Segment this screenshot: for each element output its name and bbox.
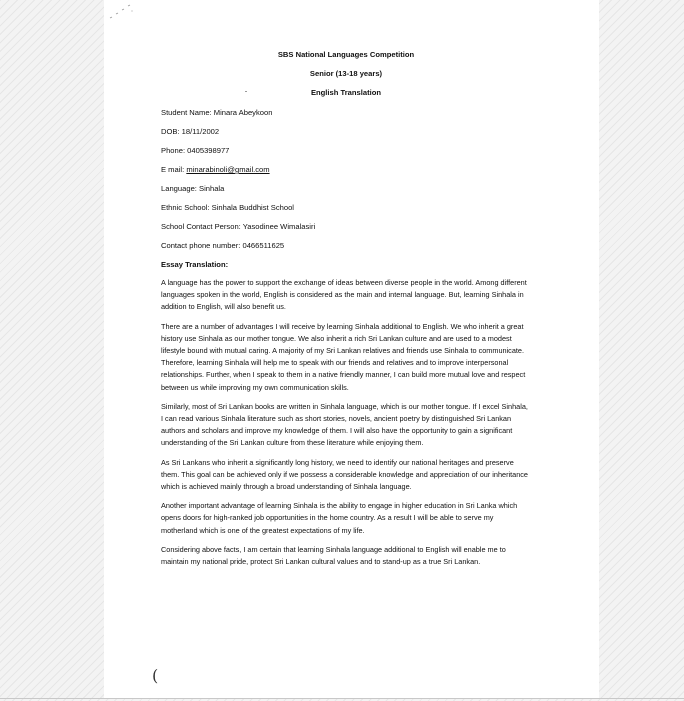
essay-paragraph: There are a number of advantages I will receive by learning Sinhala additional to English. We who inherit a great history use Sinhala as our mother tongue. We also inherit a rich Sri Lankan culture and are used to a modest lifestyle bound with mutual caring. A majority of my Sri Lankan relatives and friends use Sinhala to communicate. Therefore, learning Sinhala will help me to speak with our friends and relatives and to improve interpersonal relationships. Further, when I speak to them in a native friendly manner, I can build more mutual love and respect between us while improving my own communication skills. <box>161 321 526 392</box>
dob-field: DOB: 18/11/2002 <box>161 127 220 136</box>
document-content <box>161 50 531 575</box>
competition-heading: SBS National Languages Competition <box>277 50 415 59</box>
contact-phone-field: Contact phone number: 0466511625 <box>161 241 285 250</box>
page-bottom-edge <box>0 698 684 699</box>
pen-scribble-mark <box>108 2 138 22</box>
ethnic-school-field: Ethnic School: Sinhala Buddhist School <box>161 203 294 212</box>
contact-person-field: School Contact Person: Yasodinee Wimalasiri <box>161 222 316 231</box>
category-heading: Senior (13-18 years) <box>309 69 383 78</box>
stray-mark <box>245 91 247 92</box>
translation-type-heading: English Translation <box>310 88 382 97</box>
email-field <box>161 165 531 174</box>
document-page <box>104 0 599 698</box>
essay-paragraph: As Sri Lankans who inherit a significantly long history, we need to identify our national heritages and preserve them. This goal can be achieved only if we possess a considerable knowledge and appreciation of our inheritance which is achieved mainly through a broad understanding of Sinhala language. <box>161 457 528 492</box>
language-field: Language: Sinhala <box>161 184 225 193</box>
student-name-field: Student Name: Minara Abeykoon <box>161 108 273 117</box>
essay-paragraph: A language has the power to support the exchange of ideas between diverse people in the world. Among different languages spoken in the world, English is considered as the main and internal language. But, learning Sinhala in addition to English, will also benefit us. <box>161 278 527 312</box>
margin-bracket-mark: ( <box>152 666 159 685</box>
phone-field: Phone: 0405398977 <box>161 146 230 155</box>
email-label: E mail: <box>161 165 187 174</box>
essay-paragraph: Considering above facts, I am certain that learning Sinhala language additional to English will enable me to maintain my national pride, protect Sri Lankan cultural values and to stand-up as a true Sri Lankan. <box>161 544 506 567</box>
essay-title: Essay Translation: <box>161 260 229 269</box>
essay-paragraph: Another important advantage of learning Sinhala is the ability to engage in higher education in Sri Lanka which opens doors for high-ranked job opportunities in the home country. As a result I will be able to serve my motherland which is one of the greatest expectations of my life. <box>161 501 518 535</box>
essay-paragraph: Similarly, most of Sri Lankan books are written in Sinhala language, which is our mother tongue. If I excel Sinhala, I can read various Sinhala literature such as short stories, novels, ancient poetry by distinguished Sri Lankan authors and scholars and improve my knowledge of them. I will also have the opportunity to gain a significant understanding of the Sri Lankan culture from these literature while enjoying them. <box>161 401 528 448</box>
email-link[interactable]: minarabinoli@gmail.com <box>186 165 270 174</box>
